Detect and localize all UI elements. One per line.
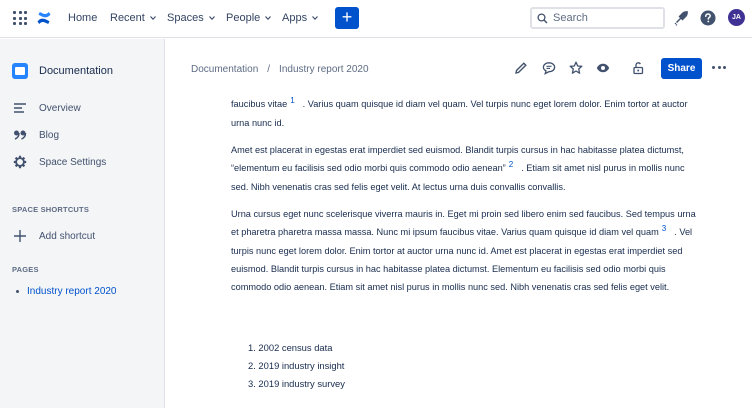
page-tree-item[interactable] xyxy=(16,286,117,297)
chevron-down-icon xyxy=(150,15,156,21)
nav-recent[interactable] xyxy=(110,12,156,24)
chevron-down-icon xyxy=(312,15,318,21)
bullet-icon xyxy=(16,290,19,293)
sidebar-item-label: Space Settings xyxy=(39,156,107,168)
sidebar-item-label: Blog xyxy=(39,129,60,141)
share-button[interactable]: Share xyxy=(661,58,702,79)
avatar[interactable]: JA xyxy=(728,9,745,26)
footnote-reference[interactable]: 2 xyxy=(508,160,514,169)
create-button[interactable]: + xyxy=(335,7,359,29)
space-shortcuts-heading: SPACE SHORTCUTS xyxy=(12,205,90,214)
nav-people-label: People xyxy=(226,12,261,24)
gear-icon xyxy=(12,154,28,170)
footnote-reference[interactable]: 3 xyxy=(661,224,667,233)
list-icon xyxy=(12,100,28,116)
notifications-icon[interactable] xyxy=(673,10,689,26)
page-tree-item-label: Industry report 2020 xyxy=(27,286,117,297)
paragraph-text: Urna cursus eget nunc scelerisque viverra mauris in. Eget mi proin sed libero enim sed faucibus. Sed tempus urna et pharetra pharetra massa massa. Nunc mi ipsum faucibus vitae. Varius quam quisque id diam vel quam xyxy=(231,209,696,237)
footnote-item: 1. 2002 census data xyxy=(248,342,333,353)
nav-apps-label: Apps xyxy=(282,12,308,24)
breadcrumb-page[interactable]: Industry report 2020 xyxy=(279,64,369,75)
nav-home-label: Home xyxy=(68,12,98,24)
page-body xyxy=(231,95,699,305)
help-icon[interactable] xyxy=(700,10,716,26)
paragraph-text: . Vel turpis nunc eget lorem dolor. Enim tortor at auctor urna nunc id. Amet est placerat in egestas erat imperdiet sed euismod. Blandit turpis cursus in hac habitasse platea dictumst. Elementum eu facilisis sed odio morbi quis commodo odio aenean. Etiam sit amet nisl purus in mollis nunc sed. Nibh venenatis cras sed felis eget velit. xyxy=(231,227,693,292)
breadcrumb xyxy=(191,64,369,75)
quote-icon xyxy=(12,127,28,143)
nav-spaces[interactable] xyxy=(167,12,215,24)
paragraph xyxy=(231,141,699,196)
breadcrumb-space[interactable]: Documentation xyxy=(191,64,259,75)
footnote-item: 2. 2019 industry insight xyxy=(248,360,345,371)
chevron-down-icon xyxy=(265,15,271,21)
sidebar-item-overview[interactable] xyxy=(12,100,81,116)
paragraph xyxy=(231,95,699,132)
pages-heading: PAGES xyxy=(12,265,39,274)
space-header[interactable] xyxy=(12,63,113,79)
paragraph-text: faucibus vitae xyxy=(231,99,288,109)
paragraph-text: Amet est placerat in egestas erat imperdiet sed euismod. Blandit turpis cursus in hac habitasse platea dictumst, “elementum eu facilisis sed odio morbi quis commodo odio aenean” xyxy=(231,145,684,173)
top-navigation xyxy=(0,0,752,38)
sidebar-item-space-settings[interactable] xyxy=(12,154,106,170)
edit-icon[interactable] xyxy=(514,61,528,75)
search-icon xyxy=(537,13,548,24)
footnote-item: 3. 2019 industry survey xyxy=(248,378,345,389)
nav-recent-label: Recent xyxy=(110,12,145,24)
more-actions-icon[interactable] xyxy=(712,66,726,69)
paragraph-text: . Varius quam quisque id diam vel quam. Vel turpis nunc eget lorem dolor. Enim tortor at auctor urna nunc id. xyxy=(231,99,688,128)
plus-icon xyxy=(12,228,28,244)
add-shortcut-button[interactable] xyxy=(12,228,95,244)
sidebar-item-blog[interactable] xyxy=(12,127,59,143)
space-name: Documentation xyxy=(39,65,113,77)
breadcrumb-separator: / xyxy=(267,64,271,75)
chevron-down-icon xyxy=(209,15,215,21)
add-shortcut-label: Add shortcut xyxy=(39,230,96,242)
watch-icon[interactable] xyxy=(596,61,610,75)
space-sidebar xyxy=(0,39,165,408)
nav-home[interactable] xyxy=(68,12,97,24)
search-box[interactable] xyxy=(530,7,665,29)
footnotes-list xyxy=(248,339,345,393)
space-logo-icon xyxy=(12,63,28,79)
star-icon[interactable] xyxy=(569,61,583,75)
nav-apps[interactable] xyxy=(282,12,318,24)
search-input[interactable] xyxy=(553,12,653,24)
footnote-reference[interactable]: 1 xyxy=(290,96,295,105)
sidebar-item-label: Overview xyxy=(39,102,81,114)
restrictions-unlock-icon[interactable] xyxy=(631,61,645,75)
paragraph-text: . Etiam sit amet nisl purus in mollis nunc sed. Nibh venenatis cras sed felis eget velit. At lectus urna duis convallis convallis. xyxy=(231,163,685,192)
paragraph xyxy=(231,205,699,296)
nav-spaces-label: Spaces xyxy=(167,12,204,24)
comment-icon[interactable] xyxy=(542,61,556,75)
app-switcher-icon[interactable] xyxy=(13,11,27,25)
confluence-logo-icon[interactable] xyxy=(36,10,52,26)
nav-people[interactable] xyxy=(226,12,271,24)
